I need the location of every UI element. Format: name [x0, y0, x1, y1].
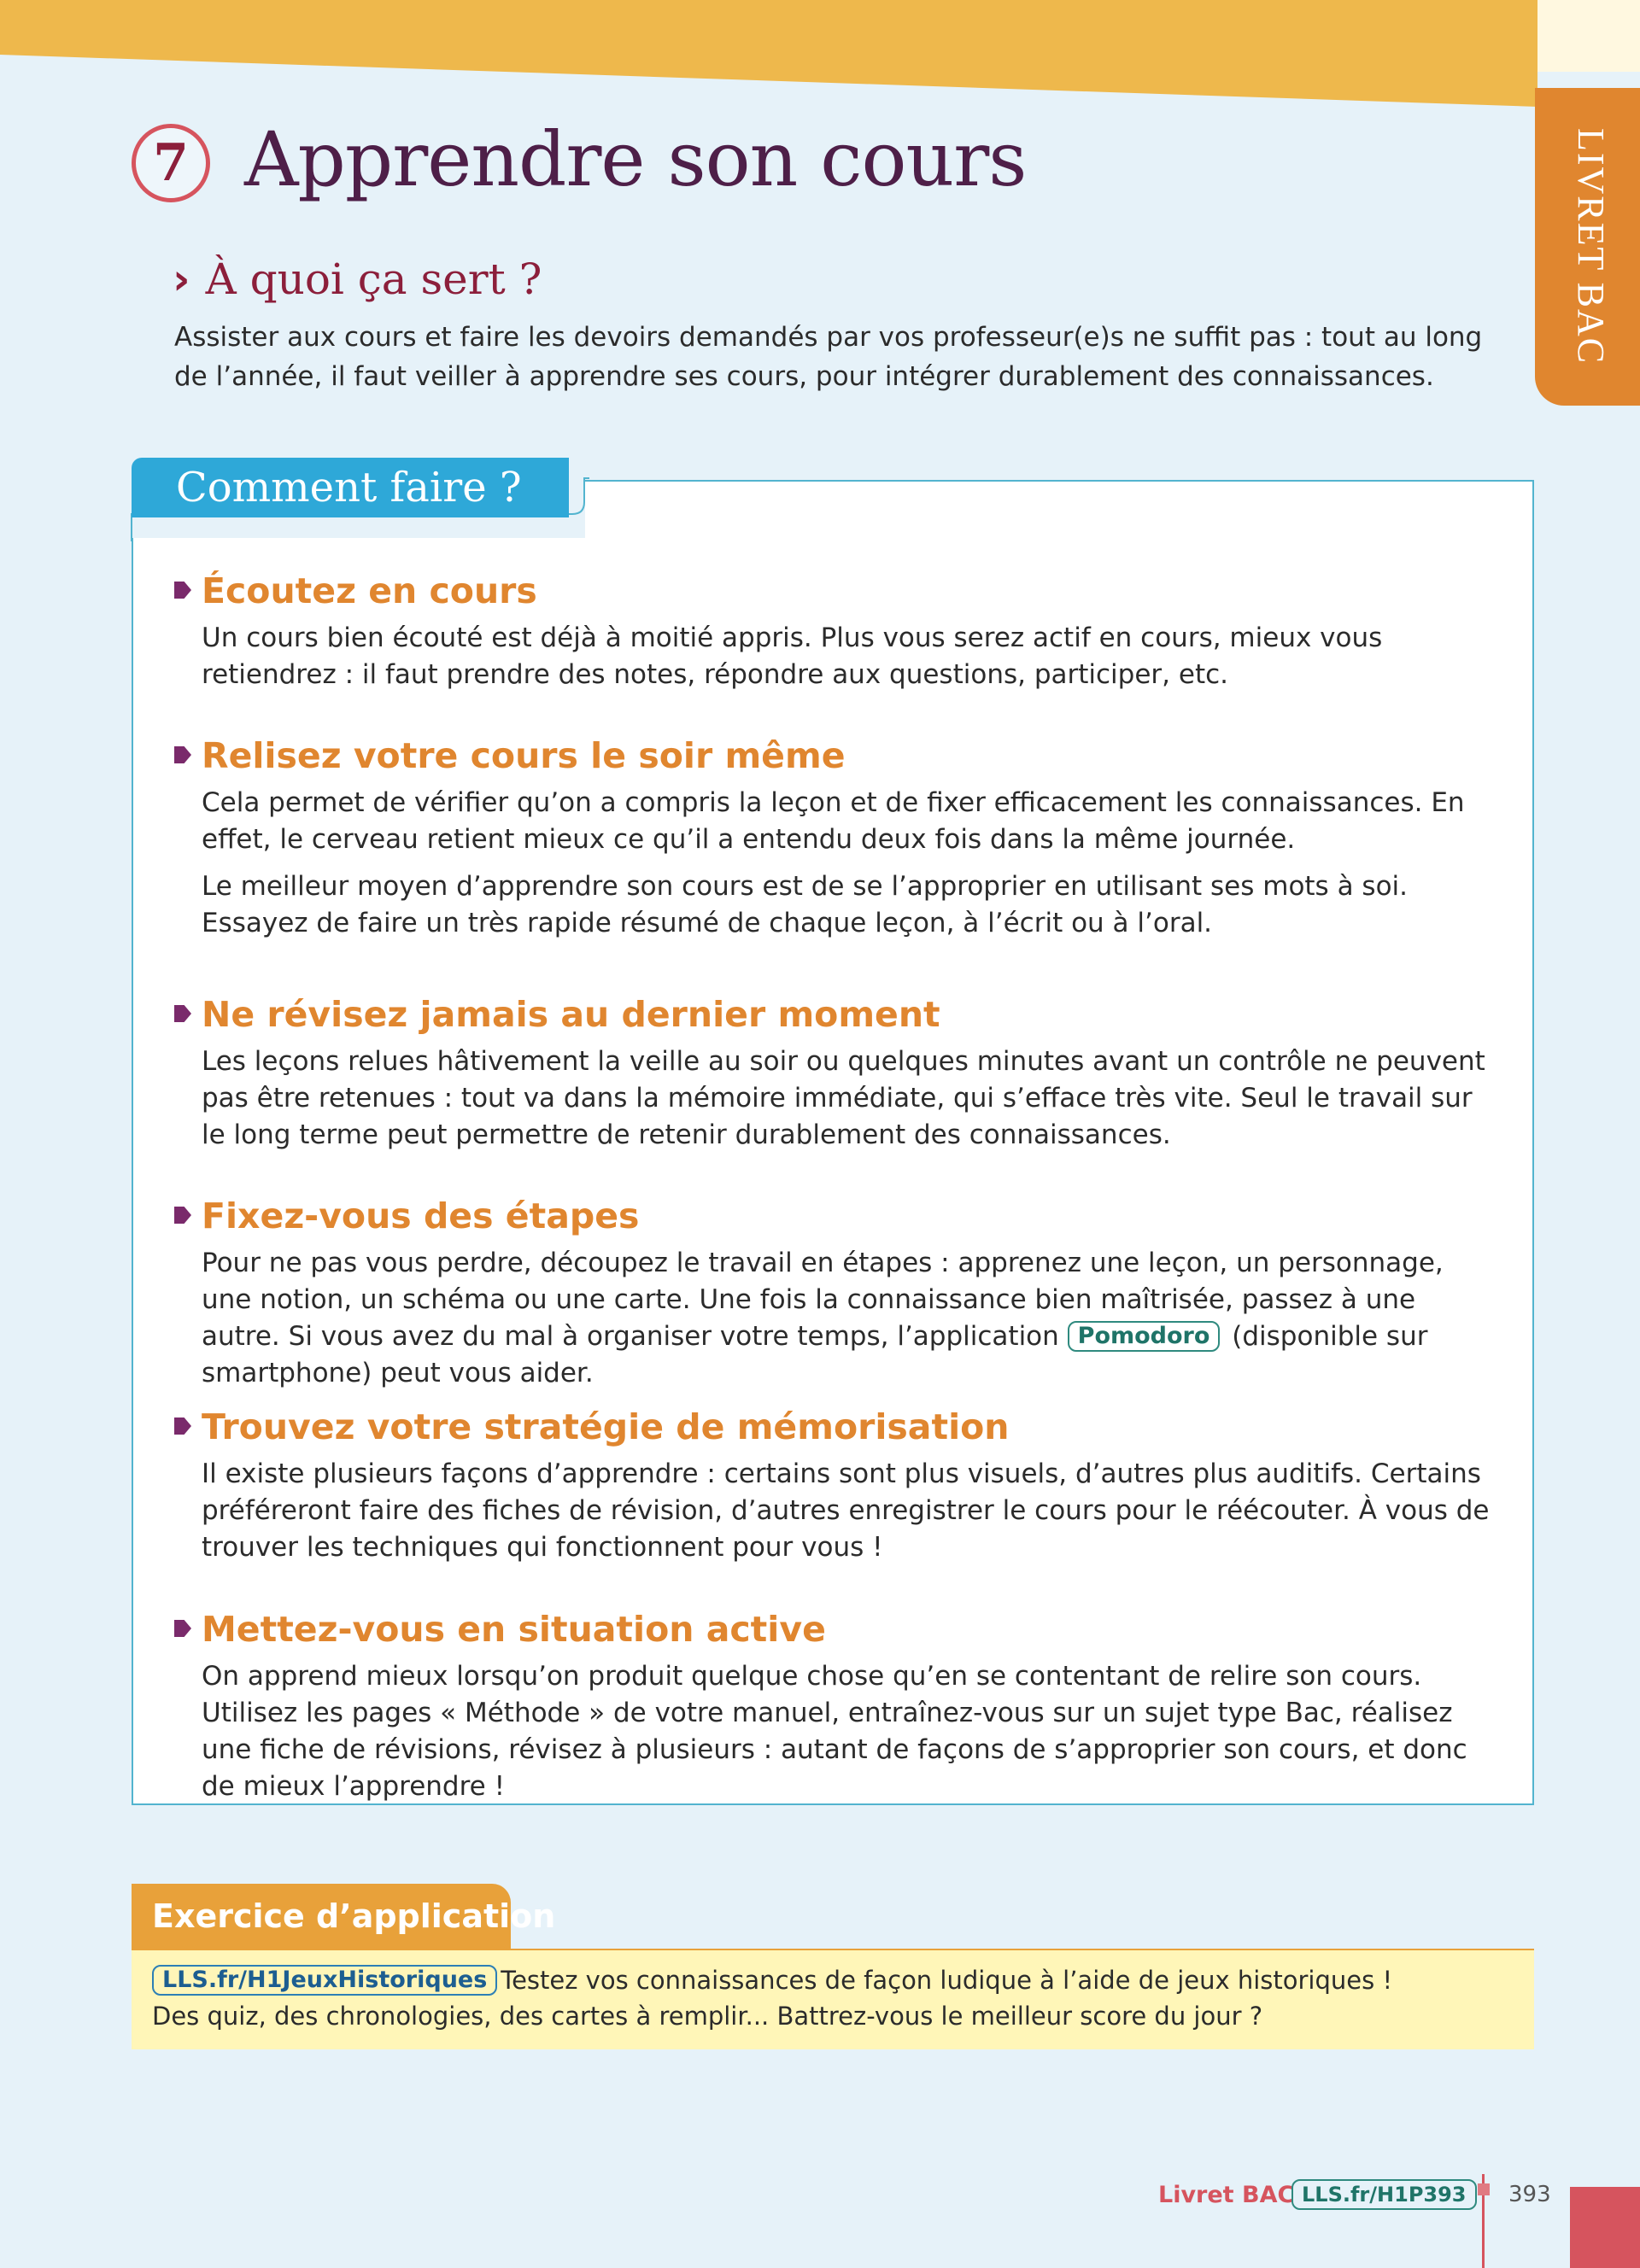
- exercise-label: Exercice d’application: [152, 1897, 556, 1935]
- footer-link[interactable]: LLS.fr/H1P393: [1292, 2179, 1477, 2210]
- bullet-arrow-icon: [174, 1207, 191, 1224]
- page-number: 393: [1508, 2182, 1551, 2207]
- bullet-arrow-icon: [174, 1005, 191, 1022]
- footer-marker: [1478, 2183, 1490, 2195]
- method-text-part: (disponible sur smartphone) peut vous aider.: [202, 1321, 1428, 1388]
- method-text: Le meilleur moyen d’apprendre son cours est de se l’approprier en utilisant ses mots à soi. Essayez de faire un très rapide résumé de chaque leçon, à l’écrit ou à l’oral.: [202, 871, 1408, 938]
- method-title: [174, 732, 1490, 780]
- intro-heading: [173, 254, 542, 304]
- method-item-steps: [174, 1192, 1490, 1392]
- exercise-box: [132, 1949, 1534, 2049]
- bullet-arrow-icon: [174, 746, 191, 763]
- method-text: On apprend mieux lorsqu’on produit quelque chose qu’en se contentant de relire son cours. Utilisez les pages « Méthode » de votre manuel, entraînez-vous sur un sujet type Bac, réalisez une fiche de révisions, révisez à plusieurs : autant de façons de s’approprier son cours, et donc de mieux l’apprendre !: [202, 1661, 1467, 1802]
- pomodoro-chip[interactable]: Pomodoro: [1068, 1321, 1221, 1352]
- method-title-text: Fixez-vous des étapes: [202, 1195, 640, 1236]
- bullet-arrow-icon: [174, 582, 191, 599]
- side-tab-label: LIVRET BAC: [1570, 128, 1612, 365]
- intro-heading-text: À quoi ça sert ?: [205, 254, 542, 304]
- exercise-line-2: Des quiz, des chronologies, des cartes à remplir... Battrez-vous le meilleur score du jour ?: [152, 2002, 1263, 2031]
- bullet-arrow-icon: [174, 1620, 191, 1637]
- chevron-right-icon: ›: [173, 254, 190, 304]
- method-title-text: Trouvez votre stratégie de mémorisation: [202, 1406, 1010, 1447]
- corner-block: [1570, 2187, 1640, 2268]
- method-title: [174, 1605, 1490, 1653]
- method-item-active: [174, 1605, 1490, 1805]
- intro-text: Assister aux cours et faire les devoirs demandés par vos professeur(e)s ne suffit pas : tout au long de l’année, il faut veiller à apprendre ses cours, pour intégrer durablement des connaissances.: [174, 322, 1483, 392]
- exercise-link[interactable]: LLS.fr/H1JeuxHistoriques: [152, 1965, 497, 1996]
- method-item-listen: [174, 567, 1490, 693]
- method-title-text: Mettez-vous en situation active: [202, 1609, 826, 1650]
- section-number-badge: 7: [132, 124, 210, 202]
- method-item-reread: [174, 732, 1490, 942]
- method-title: [174, 1192, 1490, 1240]
- method-text-part: Pour ne pas vous perdre, découpez le travail en étapes : apprenez une leçon, un personnage, une notion, un schéma ou une carte. Une fois la connaissance bien maîtrisée, passez à une autre. Si vous avez du mal à organiser votre temps, l’application: [202, 1248, 1444, 1352]
- method-text: [202, 1245, 1490, 1392]
- methods-tab-label: Comment faire ?: [176, 464, 522, 511]
- method-title-text: Écoutez en cours: [202, 570, 537, 611]
- method-item-strategy: [174, 1403, 1490, 1566]
- method-title-text: Ne révisez jamais au dernier moment: [202, 994, 940, 1035]
- header-band: [0, 0, 1640, 111]
- method-title-text: Relisez votre cours le soir même: [202, 735, 846, 776]
- method-text: Il existe plusieurs façons d’apprendre : certains sont plus visuels, d’autres plus auditifs. Certains préféreront faire des fiches de révision, d’autres enregistrer le cours pour le réécouter. À vous de trouver les techniques qui fonctionnent pour vous !: [202, 1458, 1490, 1563]
- method-item-no-last-minute: [174, 991, 1490, 1154]
- exercise-line-1: [152, 1962, 1514, 1998]
- method-text: Un cours bien écouté est déjà à moitié appris. Plus vous serez actif en cours, mieux vous retiendrez : il faut prendre des notes, répondre aux questions, participer, etc.: [202, 623, 1383, 690]
- method-title: [174, 567, 1490, 615]
- page-title: Apprendre son cours: [244, 115, 1027, 203]
- footer-label: Livret BAC: [1158, 2182, 1295, 2208]
- method-title: [174, 991, 1490, 1038]
- method-text: Les leçons relues hâtivement la veille au soir ou quelques minutes avant un contrôle ne peuvent pas être retenues : tout va dans la mémoire immédiate, qui s’efface très vite. Seul le travail sur le long terme peut permettre de retenir durablement des connaissances.: [202, 1046, 1485, 1150]
- bullet-arrow-icon: [174, 1418, 191, 1435]
- method-text: Cela permet de vérifier qu’on a compris la leçon et de fixer efficacement les connaissances. En effet, le cerveau retient mieux ce qu’il a entendu deux fois dans la même journée.: [202, 787, 1465, 855]
- exercise-text-1: Testez vos connaissances de façon ludique à l’aide de jeux historiques !: [501, 1966, 1393, 1995]
- method-title: [174, 1403, 1490, 1451]
